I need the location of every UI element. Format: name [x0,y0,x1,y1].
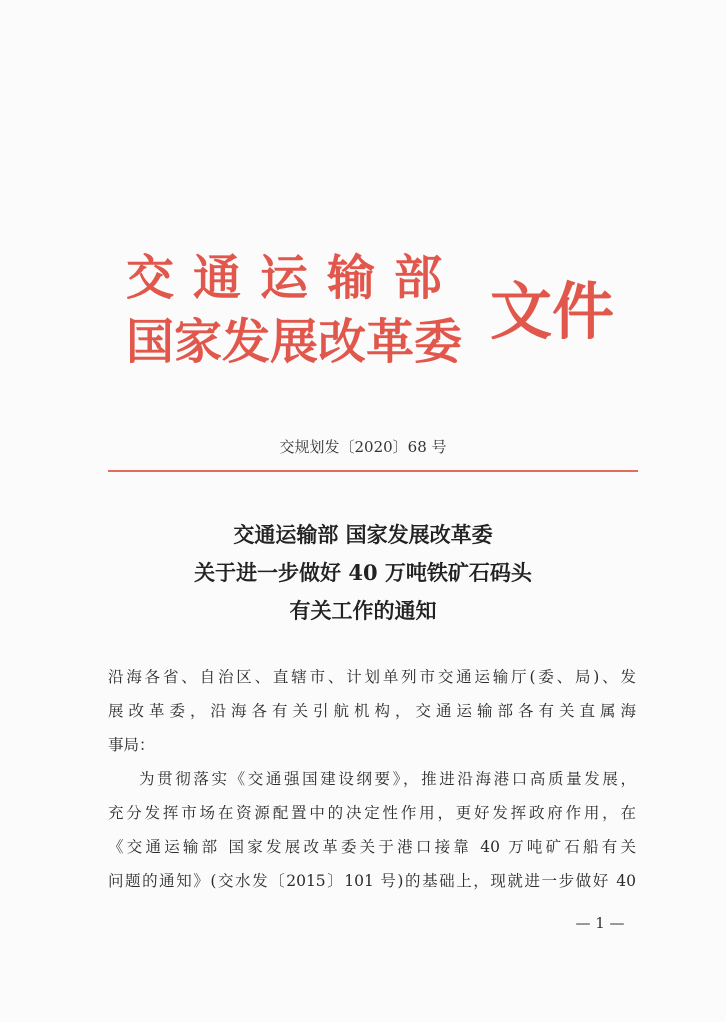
paragraph-line-1: 为贯彻落实《交通强国建设纲要》，推进沿海港口高质量发展， [139,770,636,788]
title-line-2: 关于进一步做好 40 万吨铁矿石码头 [194,560,532,585]
issuer-line-2: 国家发展改革委 [126,314,463,370]
document-word: 文件 [490,275,615,348]
paragraph-line-3: 《交通运输部 国家发展改革委关于港口接靠 40 万吨矿石船有关 [108,838,636,856]
title-line-3: 有关工作的通知 [289,598,437,623]
addressee-line-2: 展改革委，沿海各有关引航机构，交通运输部各有关直属海 [108,702,636,720]
red-divider [108,470,638,472]
paragraph-line-2: 充分发挥市场在资源配置中的决定性作用，更好发挥政府作用，在 [108,804,636,822]
issuer-line-1: 交通运输部 [126,250,462,306]
red-header [126,248,626,378]
title-line-1: 交通运输部 国家发展改革委 [233,522,493,547]
document-title [0,516,726,630]
document-body [108,660,636,898]
document-number: 交规划发〔2020〕68 号 [279,438,447,456]
page-number: — 1 — [575,914,625,932]
addressee-line-1: 沿海各省、自治区、直辖市、计划单列市交通运输厅(委、局)、发 [108,668,636,686]
addressee-line-3: 事局： [108,736,155,754]
paragraph-line-4: 问题的通知》(交水发〔2015〕101 号)的基础上，现就进一步做好 40 [108,872,636,890]
